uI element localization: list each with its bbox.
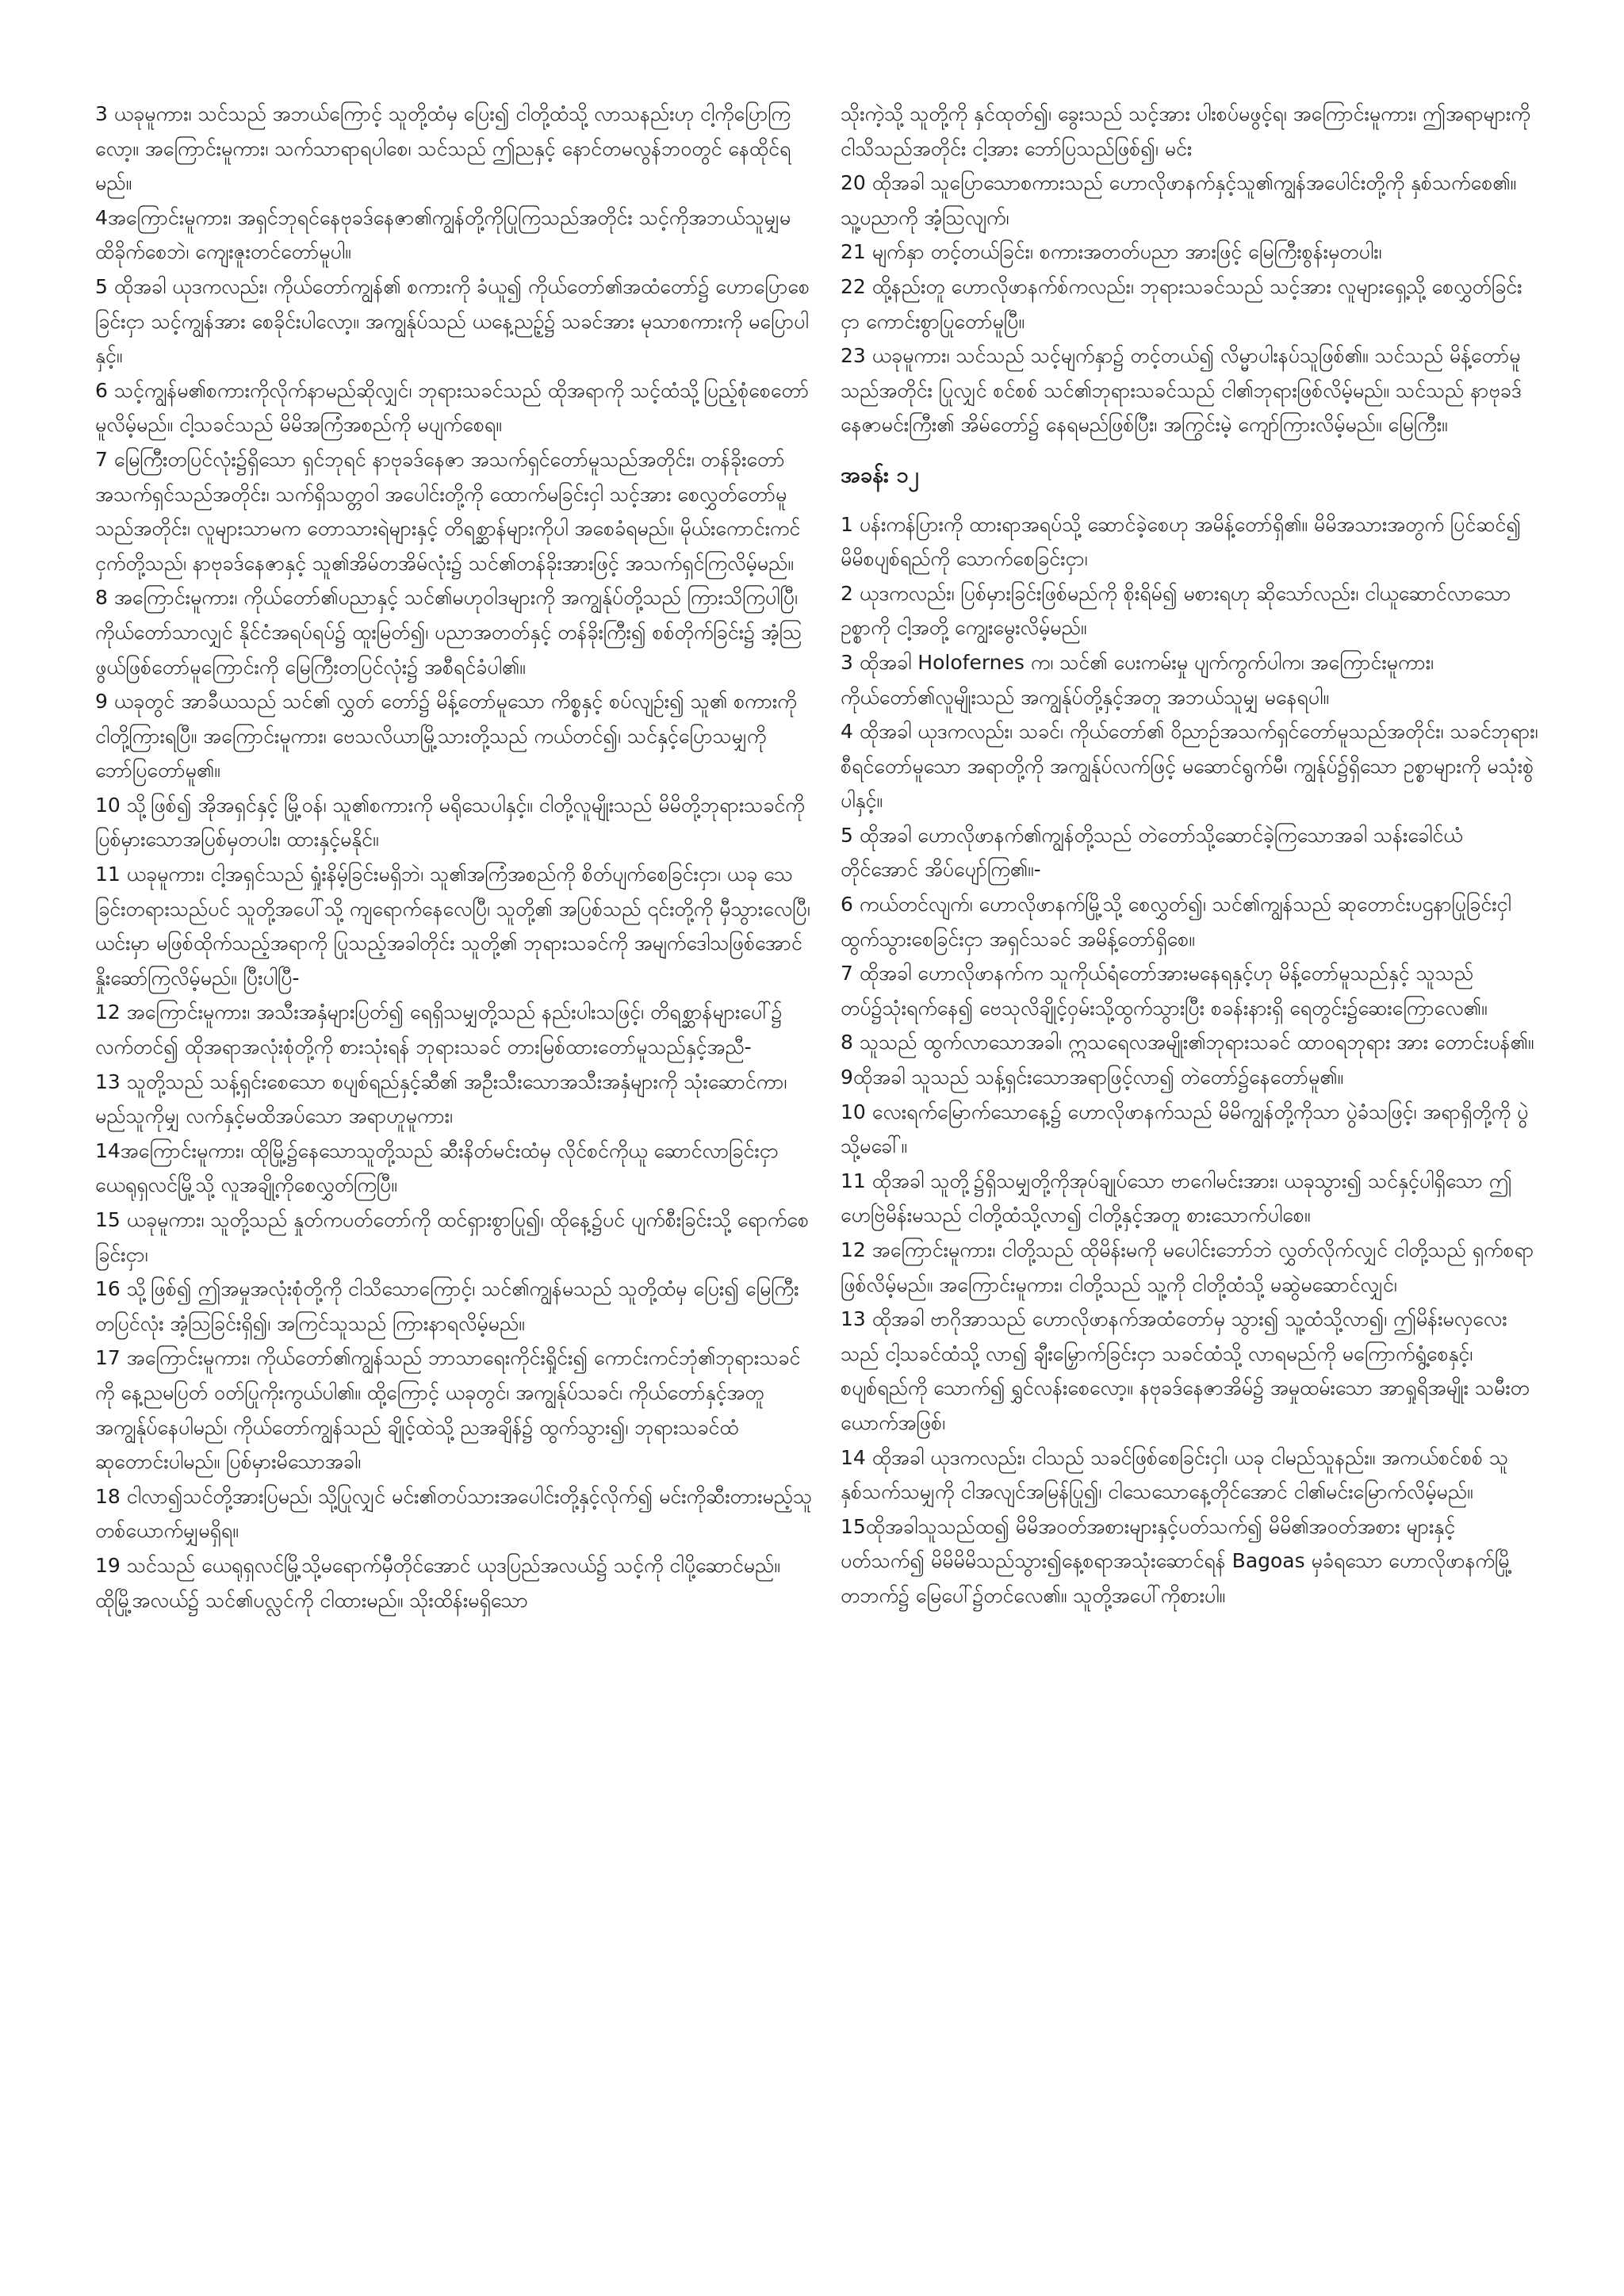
verse-13: 13 သူတို့သည် သန့်ရှင်းစေသော စပျစ်ရည်နှင့်ဆီ၏ အဦးသီးသောအသီးအနှံများကို သုံးဆောင်ကာ၊ မည်သူကိုမျှ လက်နှင့်မထိအပ်သော အရာဟူမူကား၊ <box>95 1070 787 1128</box>
verse-16: 16 သို့ဖြစ်၍ ဤအမှုအလုံးစုံတို့ကို ငါသိသောကြောင့်၊ သင်၏ကျွန်မသည် သူတို့ထံမှ ပြေး၍ မြေကြီးတပြင်လုံး အံ့သြခြင်းရှိ၍၊ အကြင်သူသည် ကြားနာရလိမ့်မည်။ <box>95 1277 799 1335</box>
verse-14: 14အကြောင်းမူကား၊ ထိုမြို့၌နေသောသူတို့သည် ဆီးနိတ်မင်းထံမှ လိုင်စင်ကိုယူ ဆောင်လာခြင်းငှာ ယေရုရှလင်မြို့သို့ လူအချို့ကိုစေလွှတ်ကြပြီ။ <box>95 1138 779 1197</box>
ch12-verse-7: 7 ထိုအခါ ဟောလိုဖာနက်က သူကိုယ်ရံတော်အားမနေရနှင့်ဟု မိန့်တော်မူသည်နှင့် သူသည် တပ်၌သုံးရက်နေ၍ ဗေသုလိချိုင့်ဝှမ်းသို့ထွက်သွားပြီး စခန်းနားရှိ ရေတွင်း၌ဆေးကြောလေ၏။ <box>841 962 1488 1020</box>
verse-22: 22 ထို့နည်းတူ ဟောလိုဖာနက်စ်ကလည်း၊ ဘုရားသခင်သည် သင့်အား လူများရှေ့သို့ စေလွှတ်ခြင်းငှာ ကောင်းစွာပြုတော်မူပြီ။ <box>841 274 1522 333</box>
verse-19: 19 သင်သည် ယေရုရှလင်မြို့သို့မရောက်မှီတိုင်အောင် ယုဒပြည်အလယ်၌ သင့်ကို ငါပို့ဆောင်မည်။ ထိုမြို့အလယ်၌ သင်၏ပလ္လင်ကို ငါထားမည်။ သိုးထိန်းမရှိသော <box>95 1553 780 1612</box>
ch12-verse-15: 15ထိုအခါသူသည်ထ၍ မိမိအဝတ်အစားများနှင့်ပတ်သက်၍ မိမိ၏အဝတ်အစား များနှင့်ပတ်သက်၍ မိမိမိမိသည်သွား၍နေ့စရာအသုံးဆောင်ရန် Bagoas မှခံရသော ဟောလိုဖာနက်မြို့တဘက်၌ မြေပေါ်၌တင်လေ၏။ သူတို့အပေါ်ကိုစားပါ။ <box>841 1514 1513 1607</box>
verse-11: 11 ယခုမူကား၊ ငါ့အရှင်သည် ရှုံးနိမ့်ခြင်းမရှိဘဲ၊ သူ၏အကြံအစည်ကို စိတ်ပျက်စေခြင်းငှာ၊ ယခု သေခြင်းတရားသည်ပင် သူတို့အပေါ်သို့ ကျရောက်နေလေပြီ၊ သူတို့၏ အပြစ်သည် ၎င်းတို့ကို မှီသွားလေပြီ၊ ယင်းမှာ မဖြစ်ထိုက်သည့်အရာကို ပြုသည့်အခါတိုင်း သူတို့၏ ဘုရားသခင်ကို အမျက်ဒေါသဖြစ်အောင် နှိုးဆော်ကြလိမ့်မည်။ ပြီးပါပြီ- <box>95 863 810 989</box>
verse-15: 15 ယခုမူကား၊ သူတို့သည် နှုတ်ကပတ်တော်ကို ထင်ရှားစွာပြု၍၊ ထိုနေ့၌ပင် ပျက်စီးခြင်းသို့ ရောက်စေခြင်းငှာ၊ <box>95 1208 810 1266</box>
verse-20: 20 ထိုအခါ သူပြောသောစကားသည် ဟောလိုဖာနက်နှင့်သူ၏ကျွန်အပေါင်းတို့ကို နှစ်သက်စေ၏။ သူ့ပညာကို အံ့သြလျက်၊ <box>841 171 1517 229</box>
verse-19-continued: သိုးကဲ့သို့ သူတို့ကို နှင်ထုတ်၍၊ ခွေးသည် သင့်အား ပါးစပ်မဖွင့်ရ၊ အကြောင်းမူကား၊ ဤအရာများကို ငါသိသည်အတိုင်း ငါ့အား ဘော်ပြသည်ဖြစ်၍၊ မင်း <box>841 102 1530 160</box>
ch12-verse-2: 2 ယုဒကလည်း၊ ပြစ်မှားခြင်းဖြစ်မည်ကို စိုးရိမ်၍ မစားရဟု ဆိုသော်လည်း၊ ငါယူဆောင်လာသော ဥစ္စာကို ငါ့အတို့ ကျွေးမွေးလိမ့်မည်။ <box>841 581 1511 640</box>
verse-18: 18 ငါလာ၍သင်တို့အားပြမည်၊ သို့ပြုလျှင် မင်း၏တပ်သားအပေါင်းတို့နှင့်လိုက်၍ မင်းကိုဆီးတားမည့်သူတစ်ယောက်မျှမရှိရ။ <box>95 1484 813 1543</box>
right-column <box>841 97 1538 1613</box>
verse-4: 4အကြောင်းမူကား၊ အရှင်ဘုရင်နေဗုခဒ်နေဇာ၏ကျွန်တို့ကိုပြုကြသည်အတိုင်း သင့်ကိုအဘယ်သူမျှမထိခိုက်စေဘဲ၊ ကျေးဇူးတင်တော်မူပါ။ <box>95 205 791 264</box>
ch12-verse-8: 8 သူသည် ထွက်လာသောအခါ၊ ဣသရေလအမျိုး၏ဘုရားသခင် ထာဝရဘုရား အား တောင်းပန်၏။ <box>841 1031 1534 1054</box>
verse-6: 6 သင့်ကျွန်မ၏စကားကိုလိုက်နာမည်ဆိုလျှင်၊ ဘုရားသခင်သည် ထိုအရာကို သင့်ထံသို့ပြည့်စုံစေတော်မူလိမ့်မည်။ ငါ့သခင်သည် မိမိအကြံအစည်ကို မပျက်စေရ။ <box>95 378 810 437</box>
ch12-verse-14: 14 ထိုအခါ ယုဒကလည်း၊ ငါသည် သခင်ဖြစ်စေခြင်းငှါ၊ ယခု ငါမည်သူနည်း။ အကယ်စင်စစ် သူနှစ်သက်သမျှကို ငါအလျင်အမြန်ပြု၍၊ ငါသေသောနေ့တိုင်အောင် ငါ၏မင်းမြောက်လိမ့်မည်။ <box>841 1445 1509 1504</box>
ch12-verse-9: 9ထိုအခါ သူသည် သန့်ရှင်းသောအရာဖြင့်လာ၍ တဲတော်၌နေတော်မူ၏။ <box>841 1066 1344 1089</box>
verse-9: 9 ယခုတွင် အာခီယသည် သင်၏ လွှတ် တော်၌ မိန့်တော်မူသော ကိစ္စနှင့် စပ်လျဉ်း၍ သူ၏ စကားကို ငါတို့ကြားရပြီ။ အကြောင်းမူကား၊ ဗေသလိယာမြို့သားတို့သည် ကယ်တင်၍၊ သင်နှင့်ပြောသမျှကို ဘော်ပြတော်မူ၏။ <box>95 690 797 783</box>
ch12-verse-6: 6 ကယ်တင်လျက်၊ ဟောလိုဖာနက်မြို့သို့ စေလွှတ်၍၊ သင်၏ကျွန်သည် ဆုတောင်းပဌနာပြုခြင်းငှါ ထွက်သွားစေခြင်းငှာ အရှင်သခင် အမိန့်တော်ရှိစေ။ <box>841 893 1511 951</box>
ch12-verse-5: 5 ထိုအခါ ဟောလိုဖာနက်၏ကျွန်တို့သည် တဲတော်သို့ဆောင်ခဲ့ကြသောအခါ သန်းခေါင်ယံတိုင်အောင် အိပ်ပျော်ကြ၏။- <box>841 823 1463 882</box>
verse-23: 23 ယခုမူကား၊ သင်သည် သင့်မျက်နှာ၌ တင့်တယ်၍ လိမ္မာပါးနပ်သူဖြစ်၏။ သင်သည် မိန့်တော်မူသည်အတိုင်း ပြုလျှင် စင်စစ် သင်၏ဘုရားသခင်သည် ငါ၏ဘုရားဖြစ်လိမ့်မည်။ သင်သည် နာဗုခဒ်နေဇာမင်းကြီး၏ အိမ်တော်၌ နေရမည်ဖြစ်ပြီး၊ အကြွင်းမဲ့ ကျော်ကြားလိမ့်မည်။ မြေကြီး။ <box>841 344 1522 437</box>
ch12-verse-10: 10 လေးရက်မြောက်သောနေ့၌ ဟောလိုဖာနက်သည် မိမိကျွန်တို့ကိုသာ ပွဲခံသဖြင့်၊ အရာရှိတို့ကို ပွဲသို့မခေါ်။ <box>841 1100 1529 1158</box>
verse-8: 8 အကြောင်းမူကား၊ ကိုယ်တော်၏ပညာနှင့် သင်၏မဟုဝါဒများကို အကျွန်ုပ်တို့သည် ကြားသိကြပါပြီ၊ ကိုယ်တော်သာလျှင် နိုင်ငံအရပ်ရပ်၌ ထူးမြတ်၍၊ ပညာအတတ်နှင့် တန်ခိုးကြီး၍ စစ်တိုက်ခြင်း၌ အံ့သြဖွယ်ဖြစ်တော်မူကြောင်းကို မြေကြီးတပြင်လုံး၌ အစီရင်ခံပါ၏။ <box>95 586 802 679</box>
ch12-verse-4: 4 ထိုအခါ ယုဒကလည်း၊ သခင်၊ ကိုယ်တော်၏ ဝိညာဉ်အသက်ရှင်တော်မူသည်အတိုင်း၊ သခင်ဘုရား၊ စီရင်တော်မူသော အရာတို့ကို အကျွန်ုပ်လက်ဖြင့် မဆောင်ရွက်မီ၊ ကျွန်ုပ်၌ရှိသော ဥစ္စာများကို မသုံးစွဲပါနှင့်။ <box>841 720 1538 813</box>
ch12-verse-3: 3 ထိုအခါ Holofernes က၊ သင်၏ ပေးကမ်းမှု ပျက်ကွက်ပါက၊ အကြောင်းမူကား၊ ကိုယ်တော်၏လူမျိုးသည် အကျွန်ုပ်တို့နှင့်အတူ အဘယ်သူမျှ မနေရပါ။ <box>841 650 1434 709</box>
verse-17: 17 အကြောင်းမူကား၊ ကိုယ်တော်၏ကျွန်သည် ဘာသာရေးကိုင်းရှိုင်း၍ ကောင်းကင်ဘုံ၏ဘုရားသခင်ကို နေ့ညမပြတ် ဝတ်ပြုကိုးကွယ်ပါ၏။ ထို့ကြောင့် ယခုတွင်၊ အကျွန်ုပ်သခင်၊ ကိုယ်တော်နှင့်အတူ အကျွန်ုပ်နေပါမည်၊ ကိုယ်တော်ကျွန်သည် ချိုင့်ထဲသို့ ညအချိန်၌ ထွက်သွား၍၊ ဘုရားသခင်ထံ ဆုတောင်းပါမည်။ ပြစ်မှားမိသောအခါ၊ <box>95 1346 801 1474</box>
ch12-verse-12: 12 အကြောင်းမူကား၊ ငါတို့သည် ထိုမိန်းမကို မပေါင်းဘော်ဘဲ လွှတ်လိုက်လျှင် ငါတို့သည် ရှက်စရာဖြစ်လိမ့်မည်။ အကြောင်းမူကား၊ ငါတို့သည် သူ့ကို ငါတို့ထံသို့ မဆွဲမဆောင်လျှင်၊ <box>841 1238 1534 1296</box>
ch12-verse-11: 11 ထိုအခါ သူတို့၌ရှိသမျှတို့ကိုအုပ်ချုပ်သော ဗာဂေါမင်းအား၊ ယခုသွား၍ သင်နှင့်ပါရှိသော ဤဟေဗြဲမိန်းမသည် ငါတို့ထံသို့လာ၍ ငါတို့နှင့်အတူ စားသောက်ပါစေ။ <box>841 1169 1512 1227</box>
verse-3: 3 ယခုမူကား၊ သင်သည် အဘယ်ကြောင့် သူတို့ထံမှ ပြေး၍ ငါတို့ထံသို့ လာသနည်းဟု ငါ့ကိုပြောကြလော့။ အကြောင်းမူကား၊ သက်သာရာရပါစေ၊ သင်သည် ဤညနှင့် နောင်တမလွန်ဘဝတွင် နေထိုင်ရမည်။ <box>95 102 791 195</box>
ch12-verse-13: 13 ထိုအခါ ဗာဂိုအာသည် ဟောလိုဖာနက်အထံတော်မှ သွား၍ သူ့ထံသို့လာ၍၊ ဤမိန်းမလှလေးသည် ငါ့သခင်ထံသို့ လာ၍ ချီးမြှောက်ခြင်းငှာ သခင်ထံသို့ လာရမည်ကို မကြောက်ရွံ့စေနှင့်၊ စပျစ်ရည်ကို သောက်၍ ရွှင်လန်းစေလော့။ နဗုခဒ်နေဇာအိမ်၌ အမှုထမ်းသော အာရှုရိအမျိုး သမီးတယောက်အဖြစ်၊ <box>841 1307 1530 1434</box>
ch12-verse-1: 1 ပန်းကန်ပြားကို ထားရာအရပ်သို့ ဆောင်ခဲ့စေဟု အမိန့်တော်ရှိ၏။ မိမိအသားအတွက် ပြင်ဆင်၍ မိမိစပျစ်ရည်ကို သောက်စေခြင်းငှာ၊ <box>841 512 1521 571</box>
verse-7: 7 မြေကြီးတပြင်လုံး၌ရှိသော ရှင်ဘုရင် နာဗုခဒ်နေဇာ အသက်ရှင်တော်မူသည်အတိုင်း၊ တန်ခိုးတော်အသက်ရှင်သည်အတိုင်း၊ သက်ရှိသတ္တဝါ အပေါင်းတို့ကို ထောက်မခြင်းငှါ သင့်အား စေလွှတ်တော်မူသည်အတိုင်း၊ လူများသာမက တောသားရဲများနှင့် တိရစ္ဆာန်များကိုပါ အစေခံရမည်။ မိုယ်းကောင်းကင်ငှက်တို့သည်၊ နာဗုခဒ်နေဇာနှင့် သူ၏အိမ်တအိမ်လုံး၌ သင်၏တန်ခိုးအားဖြင့် အသက်ရှင်ကြလိမ့်မည်။ <box>95 447 801 575</box>
verse-10: 10 သို့ဖြစ်၍ အိုအရှင်နှင့် မြို့ဝန်၊ သူ၏စကားကို မရိုသေပါနှင့်။ ငါတို့လူမျိုးသည် မိမိတို့ဘုရားသခင်ကို ပြစ်မှားသောအပြစ်မှတပါး၊ ထားနှင့်မနိုင်။ <box>95 793 805 851</box>
verse-21: 21 မျက်နှာ တင့်တယ်ခြင်း၊ စကားအတတ်ပညာ အားဖြင့် မြေကြီးစွန်းမှတပါး၊ <box>841 240 1382 264</box>
left-column <box>95 97 813 1617</box>
chapter-heading: အခန်း ၁၂ <box>841 462 919 488</box>
verse-12: 12 အကြောင်းမူကား၊ အသီးအနှံများပြတ်၍ ရေရှိသမျှတို့သည် နည်းပါးသဖြင့်၊ တိရစ္ဆာန်များပေါ်၌ လက်တင်၍ ထိုအရာအလုံးစုံတို့ကို စားသုံးရန် ဘုရားသခင် တားမြစ်ထားတော်မူသည်နှင့်အညီ- <box>95 1001 783 1059</box>
verse-5: 5 ထိုအခါ ယုဒကလည်း၊ ကိုယ်တော်ကျွန်၏ စကားကို ခံယူ၍ ကိုယ်တော်၏အထံတော်၌ ဟောပြောစေခြင်းငှာ သင့်ကျွန်အား စေခိုင်းပါလော့။ အကျွန်ုပ်သည် ယနေ့ညဉ့်၌ သခင်အား မုသာစကားကို မပြောပါနှင့်။ <box>95 274 810 368</box>
